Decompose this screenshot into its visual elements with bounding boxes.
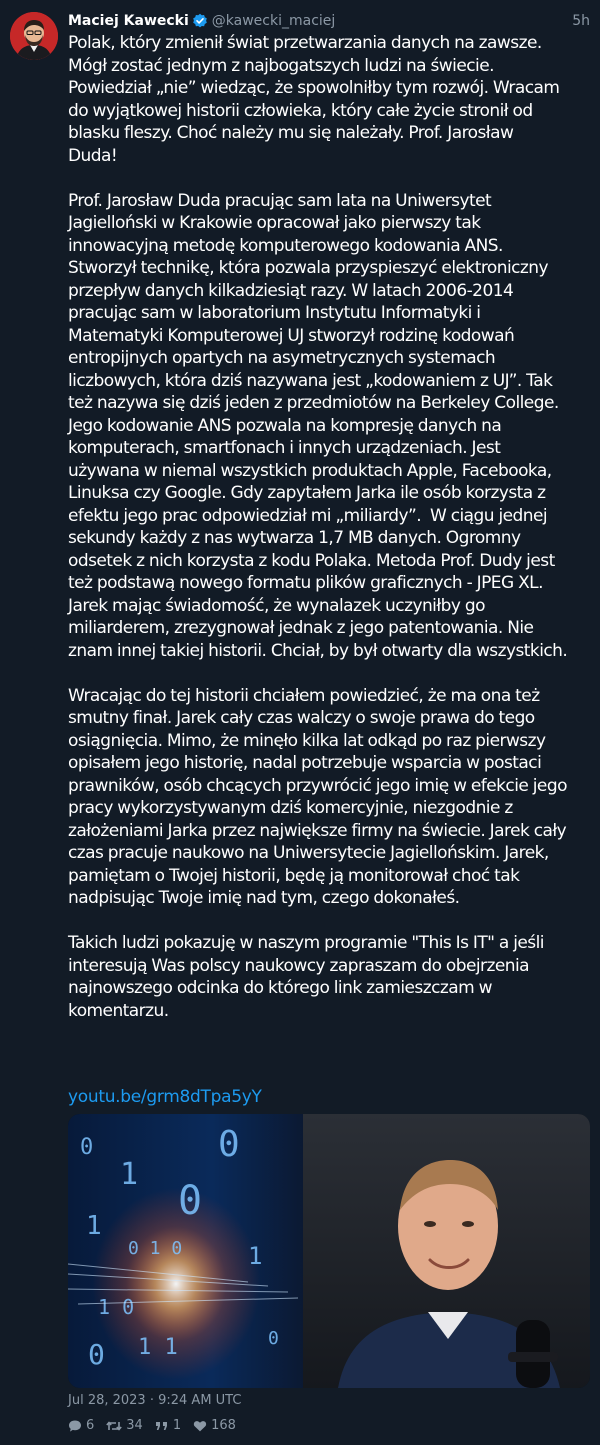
svg-text:1: 1 — [248, 1242, 263, 1270]
like-count: 168 — [211, 1418, 236, 1433]
heart-icon — [193, 1419, 207, 1433]
comment-bubble-icon — [68, 1419, 82, 1433]
tweet-link[interactable]: youtu.be/grm8dTpa5yY — [68, 1087, 262, 1107]
svg-text:0 1 0: 0 1 0 — [128, 1238, 183, 1259]
tweet-time-ago[interactable]: 5h — [572, 13, 590, 29]
tweet-timestamp[interactable]: Jul 28, 2023 · 9:24 AM UTC — [68, 1393, 242, 1408]
quote-button[interactable] — [155, 1417, 181, 1435]
tweet-header — [68, 11, 590, 31]
svg-text:1 1: 1 1 — [138, 1335, 178, 1360]
verified-badge-icon — [192, 13, 208, 29]
like-button[interactable] — [193, 1417, 236, 1435]
author-handle[interactable]: @kawecki_maciej — [211, 13, 336, 29]
tweet-media-image[interactable] — [68, 1114, 590, 1388]
reply-button[interactable] — [68, 1417, 94, 1435]
svg-text:0: 0 — [268, 1328, 279, 1349]
avatar-portrait-icon — [10, 12, 58, 60]
svg-text:0: 0 — [178, 1178, 203, 1224]
reply-count: 6 — [86, 1418, 95, 1433]
tweet-body-text: Polak, który zmienił świat przetwarzania danych na zawsze. Mógł zostać jednym z najbogatszych ludzi na świecie. Powiedział „nie” wiedząc, że spowolniłby tym rozwój. Wracam do wyjątkowej historii człowieka, który całe życie stronił od blasku fleszy. Choć należy mu się należały. Prof. Jarosław Duda! Prof. Jarosław Duda pracując sam lata na Uniwersytet Jagielloński w Krakowie opracował jako pierwszy tak innowacyjną metodę komputerowego kodowania ANS. Stworzył technikę, która pozwala przyspieszyć elektroniczny przepływ danych kilkadziesiąt razy. W latach 2006-2014 pracując sam w laboratorium Instytutu Informatyki i Matematyki Komputerowej UJ stworzył rodzinę kodowań entropijnych opartych na asymetrycznych systemach liczbowych, która dziś nazywana jest „kodowaniem z UJ”. Tak też nazywa się dziś jeden z przedmiotów na Berkeley College. Jego kodowanie ANS pozwala na kompresję danych na komputerach, smartfonach i innych urządzeniach. Jest używana w niemal wszystkich produktach Apple, Facebooka, Linuksa czy Google. Gdy zapytałem Jarka ile osób korzysta z efektu jego prac odpowiedział mi „miliardy”. W ciągu jednej sekundy każdy z nas wytwarza 1,7 MB danych. Ogromny odsetek z nich korzysta z kodu Polaka. Metoda Prof. Dudy jest też podstawą nowego formatu plików graficznych - JPEG XL. Jarek mając świadomość, że wynalazek uczyniłby go miliarderem, zrezygnował jednak z jego patentowania. Nie znam innej takiej historii. Chciał, by był otwarty dla wszystkich. Wracając do tej historii chciałem powiedzieć, że ma ona też smutny finał. Jarek cały czas walczy o swoje prawa do tego osiągnięcia. Mimo, że minęło kilka lat odkąd po raz pierwszy opisałem jego historię, nadal potrzebuje wsparcia w postaci prawników, osób chcących przywrócić jego imię w efekcie jego pracy wykorzystywanym dziś komercyjnie, niezgodnie z założeniami Jarka przez największe firmy na świecie. Jarek cały czas pracuje naukowo na Uniwersytecie Jagiellońskim. Jarek, pamiętam o Twojej historii, będę ją monitorował choć tak nadpisując Twoje imię nad tym, czego dokonałeś. Takich ludzi pokazuję w naszym programie "This Is IT" a jeśli interesują Was polscy naukowcy zapraszam do obejrzenia najnowszego odcinka do którego link zamieszczam w komentarzu. — [68, 33, 568, 1021]
retweet-count: 34 — [126, 1418, 143, 1433]
svg-text:1: 1 — [86, 1211, 102, 1241]
quote-marks-icon — [155, 1419, 169, 1433]
retweet-arrows-icon — [106, 1419, 122, 1433]
svg-text:1: 1 — [120, 1157, 139, 1192]
quote-count: 1 — [172, 1418, 182, 1433]
svg-text:1 0: 1 0 — [98, 1295, 135, 1319]
tweet-stats-bar — [68, 1417, 248, 1435]
svg-text:0: 0 — [88, 1338, 105, 1371]
svg-text:0: 0 — [218, 1124, 240, 1165]
video-thumbnail-image — [68, 1114, 590, 1388]
author-display-name[interactable]: Maciej Kawecki — [68, 13, 189, 29]
svg-text:0: 0 — [80, 1135, 94, 1160]
retweet-button[interactable] — [106, 1417, 143, 1435]
avatar[interactable] — [10, 12, 58, 60]
